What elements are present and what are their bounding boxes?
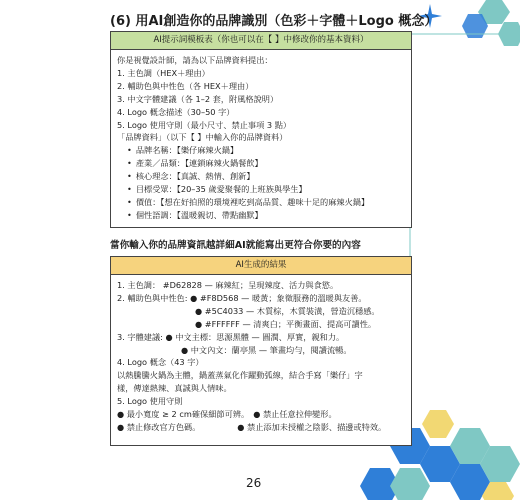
brand-field-item: • 個性語調：【溫暖親切、帶點幽默】 xyxy=(117,209,405,222)
decorative-line-right xyxy=(408,30,520,290)
result-font: ● 中文內文：蘭亭黑 — 筆畫均勻，閱讀流暢。 xyxy=(181,344,352,355)
brand-field-item: • 目標受眾：【20–35 歲愛聚餐的上班族與學生】 xyxy=(117,183,405,196)
result-secondary-color: 2. 輔助色與中性色: ● #F8D568 — 暖黃；象徵服務的溫暖與友善。 xyxy=(117,292,367,303)
prompt-line: 5. Logo 使用守則（最小尺寸、禁止事項 3 點） xyxy=(117,119,292,130)
result-logo-rule: ● 禁止修改官方色碼。 ● 禁止添加未授權之陰影、描邊或特效。 xyxy=(117,421,387,432)
result-logo-desc: 樣，傳達熱辣、真誠與人情味。 xyxy=(117,383,232,394)
result-secondary-color: ● #FFFFFF — 清爽白；平衡畫面、提高可讀性。 xyxy=(195,318,377,329)
brand-field-item: • 產業／品類：【連鎖麻辣火鍋餐飲】 xyxy=(117,157,405,170)
prompt-line: 2. 輔助色與中性色（各 HEX＋理由） xyxy=(117,80,254,91)
prompt-line: 3. 中文字體建議（各 1–2 套，附風格說明） xyxy=(117,93,279,104)
result-box-body xyxy=(111,275,411,437)
prompt-line: 4. Logo 概念描述（30–50 字） xyxy=(117,106,235,117)
result-logo-rule: ● 最小寬度 ≥ 2 cm確保細節可辨。 ● 禁止任意拉伸變形。 xyxy=(117,409,337,420)
result-logo-rules-title: 5. Logo 使用守則 xyxy=(117,396,183,407)
prompt-box-body xyxy=(111,50,411,225)
section-heading: (6) 用AI創造你的品牌識別（色彩＋字體＋Logo 概念） xyxy=(110,14,438,29)
result-primary-color: 1. 主色調： #D62828 — 麻辣紅；呈現辣度、活力與食慾。 xyxy=(117,280,339,290)
brand-field-item: • 品牌名稱：【樂仔麻辣火鍋】 xyxy=(117,144,405,157)
tip-text: 當你輸入你的品牌資訊越詳細AI就能寫出更符合你要的內容 xyxy=(110,240,361,251)
prompt-box-title: AI提示詞模板表（你也可以在【 】中修改你的基本資料） xyxy=(111,32,411,50)
brand-field-item: • 價值：【想在好拍照的環境裡吃到高品質、趣味十足的麻辣火鍋】 xyxy=(117,196,405,209)
result-logo-desc: 以熱騰騰火鍋為主體，鍋蓋蒸氣化作躍動弧線，結合手寫「樂仔」字 xyxy=(117,370,363,381)
result-box-title: AI生成的結果 xyxy=(111,257,411,275)
result-secondary-color: ● #5C4033 — 木質棕，木質裝潢，營造沉穩感。 xyxy=(195,305,380,316)
result-font: 3. 字體建議: ● 中文主標：思源黑體 — 圓潤、厚實，親和力。 xyxy=(117,331,345,342)
ai-result-box xyxy=(110,256,412,446)
prompt-line: 1. 主色調（HEX＋理由） xyxy=(117,67,210,78)
prompt-line: 「品牌資料」（以下【 】中輸入你的品牌資料） xyxy=(117,132,288,143)
prompt-line: 你是視覺設計師，請為以下品牌資料提出： xyxy=(117,55,273,65)
prompt-template-box xyxy=(110,31,412,228)
brand-field-item: • 核心理念：【真誠、熱情、創新】 xyxy=(117,170,405,183)
result-logo-title: 4. Logo 概念（43 字） xyxy=(117,357,204,368)
page-number: 26 xyxy=(246,476,262,490)
